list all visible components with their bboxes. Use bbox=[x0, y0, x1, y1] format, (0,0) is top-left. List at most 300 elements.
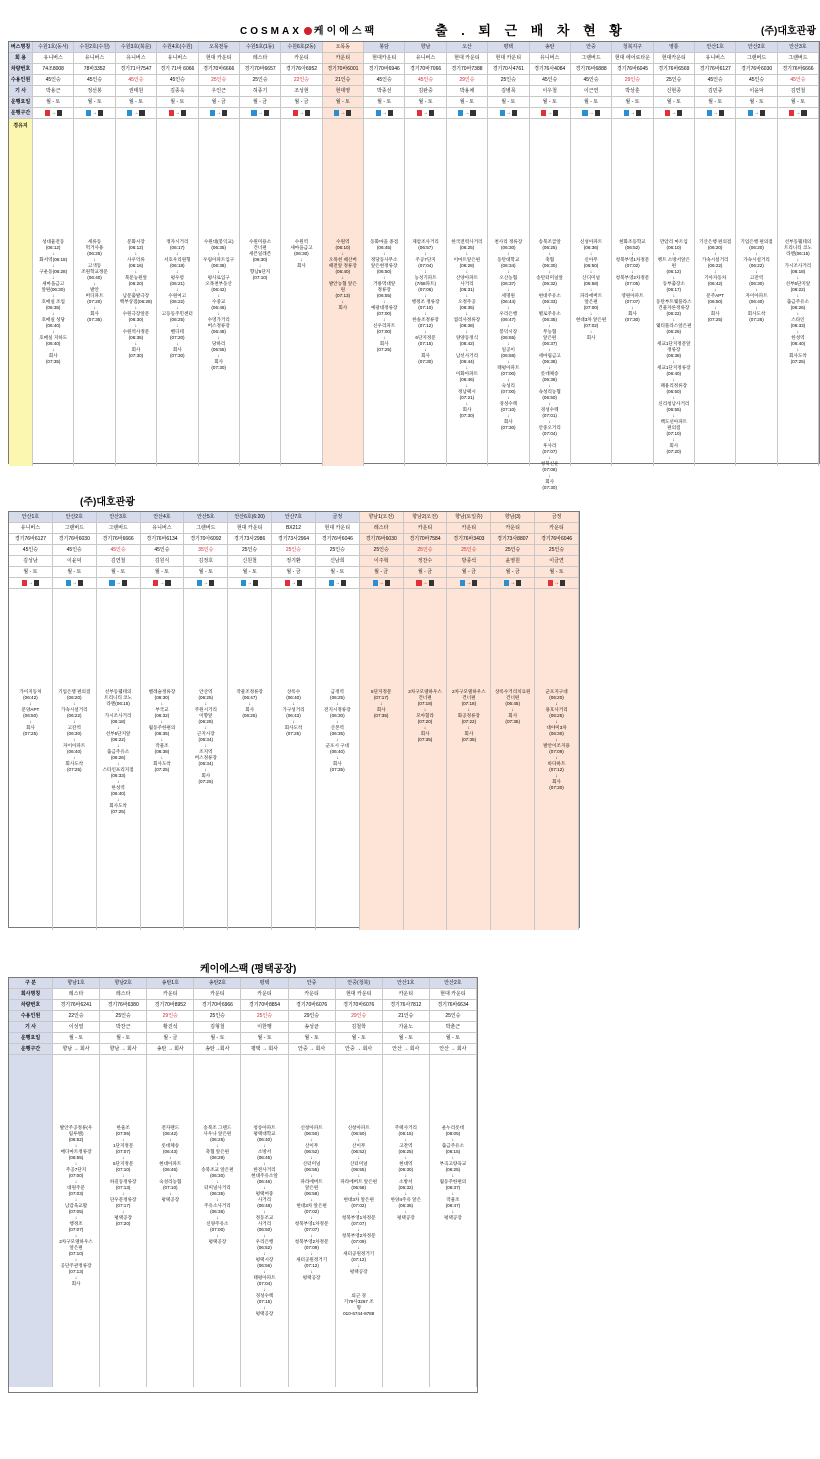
company-badge bbox=[429, 580, 434, 586]
route-cap-cell: 45인승 bbox=[405, 75, 446, 85]
route-cap-cell: 25인승 bbox=[316, 545, 360, 555]
route-car-cell: 경기70바6076 bbox=[289, 1000, 336, 1010]
route-drv-cell: 이성열 bbox=[53, 1022, 100, 1032]
route-section-cell: → bbox=[9, 578, 53, 588]
company-badge bbox=[516, 580, 521, 586]
route-cap-cell: 29인승 bbox=[336, 1011, 383, 1021]
route-drv-cell: 이한행 bbox=[241, 1022, 288, 1032]
route-cap-cell: 25인승 bbox=[404, 545, 448, 555]
route-cap-cell: 45인승 bbox=[9, 545, 53, 555]
route-stops-cell bbox=[695, 119, 736, 466]
route-stops-list: 5단지정문 (07:17) ↓ 회사 (07:35) bbox=[371, 689, 392, 718]
route-section-cell: → bbox=[199, 108, 240, 118]
table-row bbox=[9, 534, 579, 545]
route-section-cell: → bbox=[488, 108, 529, 118]
direction-badge bbox=[241, 580, 246, 586]
route-car-cell: 경기70바6966 bbox=[194, 1000, 241, 1010]
route-car-cell: 경기71아7547 bbox=[116, 64, 157, 74]
route-stops-cell bbox=[447, 119, 488, 466]
direction-badge bbox=[624, 110, 629, 116]
route-day-cell: 월 - 토 bbox=[97, 567, 141, 577]
route-drv-cell: 박상훈 bbox=[612, 86, 653, 96]
company-badge bbox=[470, 110, 475, 116]
route-drv-cell: 박용근 bbox=[33, 86, 74, 96]
logo-dot-icon bbox=[304, 27, 312, 35]
company-badge bbox=[209, 580, 214, 586]
row-label: 차량번호 bbox=[9, 64, 33, 74]
route-name-cell: 안산5호 bbox=[184, 512, 228, 522]
route-co-cell: 유니버스 bbox=[405, 53, 446, 63]
route-co-cell: 현대 카운티 bbox=[316, 523, 360, 533]
route-car-cell: 경기76바6030 bbox=[53, 534, 97, 544]
route-day-cell: 월 - 금 bbox=[272, 567, 316, 577]
company-badge bbox=[595, 110, 600, 116]
route-day-cell: 월 - 토 bbox=[100, 1033, 147, 1043]
route-stops-list: 수원대(봉익교) (06:35) ↓ 우림아파트입구 (06:38) ↓ 평사로입구 오목천부동산 (06:42) ↓ 수중교 (06:46) ↓ 수영가거리 버스정류장 (06:48) ↓ 당하리 (06:55) ↓ 회사 (07:30) bbox=[203, 239, 235, 370]
stops-row bbox=[9, 1055, 477, 1387]
route-car-cell: 경기73사8807 bbox=[491, 534, 535, 544]
route-car-cell: 경기70바7584 bbox=[404, 534, 448, 544]
route-day-cell: 월 - 토 bbox=[33, 97, 74, 107]
company-badge bbox=[165, 580, 170, 586]
table-row bbox=[9, 545, 579, 556]
route-stops-list: 운누리롯데 (06:05) ↓ 출금주유소 (06:15) ↓ 부곡고량육교 (06:25) ↓ 월동주한편의 (06:37) ↓ 작물조 (06:47) ↓ 평택공장 bbox=[439, 1125, 467, 1220]
direction-badge bbox=[22, 580, 27, 586]
route-co-cell: 그랜버드 bbox=[571, 53, 612, 63]
route-sect-cell: 안중 → 회사 bbox=[336, 1044, 383, 1054]
route-co-cell: 현대 카운티 bbox=[447, 53, 488, 63]
route-section-cell: → bbox=[323, 108, 364, 118]
route-name-cell: 향남(토일휴) bbox=[447, 512, 491, 522]
route-cap-cell: 21인승 bbox=[323, 75, 364, 85]
route-name-cell: 안산1호 bbox=[695, 42, 736, 52]
route-day-cell: 월 - 토 bbox=[736, 97, 777, 107]
route-drv-cell: 우인근 bbox=[199, 86, 240, 96]
route-co-cell: 그랜버드 bbox=[53, 523, 97, 533]
route-stops-list: 상록수 (06:40) ↓ 가구성거리 (06:43) ↓ 회사도착 (07:25) bbox=[282, 689, 305, 736]
route-cap-cell: 45인승 bbox=[695, 75, 736, 85]
route-co-cell: 그랜버드 bbox=[736, 53, 777, 63]
company-badge bbox=[181, 110, 186, 116]
route-co-cell: 유니버스 bbox=[157, 53, 198, 63]
table-row bbox=[9, 978, 477, 989]
route-day-cell: 월 - 토 bbox=[654, 97, 695, 107]
route-cap-cell: 25인승 bbox=[360, 545, 404, 555]
route-co-cell: 카운티 bbox=[491, 523, 535, 533]
route-co-cell: 현대 카운티 bbox=[488, 53, 529, 63]
route-day-cell: 월 - 토 bbox=[53, 567, 97, 577]
route-cap-cell: 25인승 bbox=[100, 1011, 147, 1021]
company-badge bbox=[57, 110, 62, 116]
route-section-cell: → bbox=[736, 108, 777, 118]
route-stops-cell bbox=[97, 589, 141, 930]
route-co-cell: 레스타 bbox=[360, 523, 404, 533]
company-badge bbox=[553, 110, 558, 116]
route-name-cell: 안중(청북) bbox=[336, 978, 383, 988]
route-section-cell: → bbox=[141, 578, 185, 588]
route-co-cell: 레스타 bbox=[240, 53, 281, 63]
route-car-cell: 경기70바6657 bbox=[240, 64, 281, 74]
company-badge bbox=[222, 110, 227, 116]
route-name-cell: 송탄 bbox=[530, 42, 571, 52]
route-drv-cell: 정선봉 bbox=[74, 86, 115, 96]
route-drv-cell: 김형철 bbox=[194, 1022, 241, 1032]
route-drv-cell: 방종석 bbox=[447, 556, 491, 566]
route-stops-list: 동화마을 종점 (06:45) ↓ 정당동사무소 앞은현정류장 (06:50) ↓ 거룡먹대앞 정류장 (06:55) ↓ 예광대정류장 (07:00) ↓ 신우리파트 (07:00) ↓ 회사 (07:25) bbox=[370, 239, 399, 352]
route-section-cell: → bbox=[447, 108, 488, 118]
direction-badge bbox=[127, 110, 132, 116]
route-car-cell: 경기76바6127 bbox=[9, 534, 53, 544]
route-car-cell: 경기70바6946 bbox=[364, 64, 405, 74]
route-name-cell: 수원5호(1동) bbox=[240, 42, 281, 52]
route-stops-cell bbox=[240, 119, 281, 466]
route-day-cell: 월 - 토 bbox=[530, 97, 571, 107]
company-badge bbox=[253, 580, 258, 586]
company-badge bbox=[801, 110, 806, 116]
route-co-cell: 카운티 bbox=[404, 523, 448, 533]
row-label: 회사명칭 bbox=[9, 989, 53, 999]
direction-badge bbox=[665, 110, 670, 116]
route-co-cell: 현대 카운티 bbox=[430, 989, 477, 999]
route-section-cell: → bbox=[530, 108, 571, 118]
route-name-cell: 안산3호 bbox=[97, 512, 141, 522]
row-label: 수용인원 bbox=[9, 1011, 53, 1021]
route-cap-cell: 25인승 bbox=[194, 1011, 241, 1021]
route-stops-list: 신창아파트 (06:50) ↓ 산이무 (06:52) ↓ 산터미널 (06:55) ↓ 파라에버트 앞은편 (06:58) ↓ 현대3차 앞은편 (07:02) ↓ 청북부영1차정문 (07:07) ↓ 청북부영2차정문 (07:09) ↓ 새터공원정거기 (07:12) ↓ 평택공장 bbox=[294, 1125, 329, 1280]
route-car-cell: 경기76바3403 bbox=[447, 534, 491, 544]
route-co-cell: 카운티 bbox=[447, 523, 491, 533]
route-drv-cell: 이우철 bbox=[530, 86, 571, 96]
route-co-cell: 현대 에어로타운 bbox=[612, 53, 653, 63]
route-drv-cell: 김완중 bbox=[405, 86, 446, 96]
route-day-cell: 월 - 금 bbox=[199, 97, 240, 107]
route-car-cell: 경기70바8854 bbox=[241, 1000, 288, 1010]
route-drv-cell: 박종선 bbox=[364, 86, 405, 96]
route-stops-list: 군포지구대 (06:20) ↓ 용호사거리 (06:25) ↓ 대야미3차 (06:30) ↓ 발안이조지용 (07:09) ↓ 바다하트 (07:12) ↓ 회사 (07:30) bbox=[543, 689, 570, 790]
route-name-cell: 향남1호 bbox=[53, 978, 100, 988]
route-cap-cell: 25인승 bbox=[535, 545, 579, 555]
route-section-cell: → bbox=[491, 578, 535, 588]
route-cap-cell: 45인승 bbox=[141, 545, 185, 555]
route-stops-cell bbox=[281, 119, 322, 466]
route-co-cell: 유니버스 bbox=[74, 53, 115, 63]
company-badge bbox=[385, 580, 390, 586]
route-name-cell: 안산4호 bbox=[141, 512, 185, 522]
direction-badge bbox=[376, 110, 381, 116]
company-badge bbox=[78, 580, 83, 586]
route-day-cell: 월 - 금 bbox=[360, 567, 404, 577]
route-car-cell: 경기76바6569 bbox=[654, 64, 695, 74]
route-drv-cell: 김병목 bbox=[488, 86, 529, 96]
route-day-cell: 월 - 토 bbox=[184, 567, 228, 577]
page-header bbox=[0, 18, 820, 40]
route-name-cell: 수원3호(북문) bbox=[116, 42, 157, 52]
route-section-cell: → bbox=[228, 578, 272, 588]
route-name-cell: 송탄1호 bbox=[147, 978, 194, 988]
section2-title: (주)대호관광 bbox=[80, 497, 135, 508]
route-stops-cell bbox=[74, 119, 115, 466]
route-day-cell: 월 - 토 bbox=[612, 97, 653, 107]
route-cap-cell: 29인승 bbox=[447, 75, 488, 85]
route-drv-cell: 김연철 bbox=[778, 86, 819, 96]
route-section-cell: → bbox=[74, 108, 115, 118]
route-co-cell: 유니버스 bbox=[695, 53, 736, 63]
route-cap-cell: 22인승 bbox=[53, 1011, 100, 1021]
route-stops-list: 한국전력사거리 (06:25) ↓ 이마트앞은편 (06:28) ↓ 산양아파트 사거리 (06:31) ↓ 오정주공 (06:35) ↓ 궐리사정류장 (06:38) ↓ 양양동정식 (06:42) ↓ 남선사거리 (06:44) ↓ 이화아파트 (06:46) ↓ 정남팩시 (07:21) ↓ 회사 (07:30) bbox=[451, 239, 483, 418]
route-cap-cell: 45인승 bbox=[74, 75, 115, 85]
route-section-cell: → bbox=[404, 578, 448, 588]
route-day-cell: 월 - 토 bbox=[74, 97, 115, 107]
route-cap-cell: 25인승 bbox=[430, 1011, 477, 1021]
route-car-cell: 경기70아6092 bbox=[184, 534, 228, 544]
route-name-cell: 향남 bbox=[405, 42, 446, 52]
route-co-cell: 그랜버드 bbox=[97, 523, 141, 533]
route-car-cell: 경기76바6634 bbox=[430, 1000, 477, 1010]
route-day-cell: 월 - 토 bbox=[116, 97, 157, 107]
route-sect-cell: 송탄→회사 bbox=[194, 1044, 241, 1054]
route-section-cell: → bbox=[571, 108, 612, 118]
route-car-cell: 경기70바6076 bbox=[336, 1000, 383, 1010]
route-co-cell: 카운티 bbox=[147, 989, 194, 999]
route-drv-cell: 박용채 bbox=[447, 86, 488, 96]
route-stops-list: 금정역 (06:25) ↓ 전지시정류장 (06:30) ↓ 산본역 (06:35) ↓ 군포시 구대 (06:40) ↓ 회사 (07:35) bbox=[324, 689, 351, 772]
route-stops-list: 신성아파트 (06:36) ↓ 신아무 (06:50) ↓ 산디미널 (06:58) ↓ 파라에버트 앞은편 (07:00) ↓ 현대3차 앞은편 (07:02) ↓ 회사 bbox=[575, 239, 607, 340]
route-drv-cell: 정찬수 bbox=[404, 556, 448, 566]
route-sect-cell: 향남 → 회사 bbox=[100, 1044, 147, 1054]
route-sect-cell: 안산 → 회사 bbox=[430, 1044, 477, 1054]
route-drv-cell: 김성남 bbox=[9, 556, 53, 566]
table-row bbox=[9, 86, 819, 97]
route-day-cell: 월 - 토 bbox=[316, 567, 360, 577]
table-row bbox=[9, 1011, 477, 1022]
route-stops-list: 주택사거리 (06:15) ↓ 고잔역 (06:25) ↓ 현대역 (06:30) ↓ 소방서 (06:32) ↓ 한양4주유 앞은 (06:35) ↓ 평택공장 bbox=[390, 1125, 422, 1220]
route-cap-cell: 25인승 bbox=[447, 545, 491, 555]
route-co-cell: 카운티 bbox=[323, 53, 364, 63]
route-name-cell: 향남(3) bbox=[491, 512, 535, 522]
route-stops-list: 발안주공정류(우 림루웬) (06:52) ↓ 매디마트정류장 (06:55) ↓ 주공7단지 (07:00) ↓ 대원주문 (07:03) ↓ 남감육교활 (07:05) ↓ 행정조 (07:07) ↓ 2차구모델하우스 앞은편 (07:10) ↓ 공단주관정류장 (07:13) ↓ 회사 bbox=[59, 1125, 93, 1286]
route-stops-cell bbox=[430, 1055, 477, 1387]
route-car-cell: 경기70바8952 bbox=[147, 1000, 194, 1010]
route-day-cell: 월 - 토 bbox=[141, 567, 185, 577]
route-day-cell: 월 - 토 bbox=[430, 1033, 477, 1043]
section3-title: 케이에스팩 (평택공장) bbox=[200, 964, 297, 975]
route-section-cell: → bbox=[695, 108, 736, 118]
route-cap-cell: 45인승 bbox=[116, 75, 157, 85]
table-row bbox=[9, 1000, 477, 1011]
row-label: 차량번호 bbox=[9, 1000, 53, 1010]
route-sect-cell: 향남 → 회사 bbox=[53, 1044, 100, 1054]
route-cap-cell: 45인승 bbox=[364, 75, 405, 85]
direction-badge bbox=[541, 110, 546, 116]
direction-badge bbox=[417, 110, 422, 116]
route-day-cell: 월 - 금 bbox=[240, 97, 281, 107]
route-co-cell: 카운티 bbox=[281, 53, 322, 63]
route-sect-cell: 송탄 → 회사 bbox=[147, 1044, 194, 1054]
table-row bbox=[9, 1022, 477, 1033]
route-day-cell: 월 - 토 bbox=[535, 567, 579, 577]
page-title: 출 . 퇴 근 배 차 현 황 bbox=[435, 23, 627, 38]
table-row bbox=[9, 578, 579, 589]
route-name-cell: 봉담 bbox=[364, 42, 405, 52]
route-section-cell: → bbox=[364, 108, 405, 118]
stops-row bbox=[9, 119, 819, 490]
route-car-cell: 경기76바6046 bbox=[535, 534, 579, 544]
route-stops-list: 청송아파트 평택대학교 (06:40) ↓ 소방서 (06:45) ↓ 한전사거리 현대주유소앞 (06:46) ↓ 평택여중 사거리 (06:48) ↓ 정동조교 사거리 (06:50) ↓ 우리은행 (06:52) ↓ 평택시장 (06:56) ↓ 태평아파트 (07:04) ↓ 경성수렉 (07:15) ↓ 평택공장 bbox=[251, 1125, 278, 1316]
route-stops-cell bbox=[530, 119, 571, 490]
route-car-cell: 경기73사2964 bbox=[272, 534, 316, 544]
route-name-cell: 오목천동 bbox=[199, 42, 240, 52]
route-stops-cell bbox=[241, 1055, 288, 1387]
route-stops-cell bbox=[147, 1055, 194, 1387]
route-name-cell: 향남2호 bbox=[100, 978, 147, 988]
route-stops-list: 제암조사거리 (06:57) ↓ 주공7단지 (07:04) ↓ 농성기파트 (7/68파트) (07:06) ↓ 행정조 정류장 (07:10) ↓ 한솔조정류장 (07:12) ↓ 6단지정문 (07:15) ↓ 회사 (07:30) bbox=[411, 239, 440, 364]
company-badge bbox=[388, 110, 393, 116]
route-drv-cell: 박춘근 bbox=[430, 1022, 477, 1032]
route-day-cell: 월 - 토 bbox=[157, 97, 198, 107]
route-name-cell: 영통 bbox=[654, 42, 695, 52]
route-car-cell: 경기73사2986 bbox=[228, 534, 272, 544]
company-badge bbox=[346, 110, 351, 116]
route-car-cell: 경기76바6045 bbox=[612, 64, 653, 74]
route-day-cell: 월 - 금 bbox=[147, 1033, 194, 1043]
route-cap-cell: 22인승 bbox=[281, 75, 322, 85]
route-co-cell: 유니버스 bbox=[530, 53, 571, 63]
route-cap-cell: 45인승 bbox=[530, 75, 571, 85]
route-stops-list: 전자랜드 (06:42) ↓ 롯데체송 (06:43) ↓ 현대아파트 (06:45) ↓ 숙성리농협 (07:10) ↓ 평택공장 bbox=[159, 1125, 182, 1202]
route-name-cell: 송탄2호 bbox=[194, 978, 241, 988]
top-schedule-table bbox=[8, 41, 820, 490]
route-car-cell: 경기76바6380 bbox=[100, 1000, 147, 1010]
route-day-cell: 월 - 토 bbox=[405, 97, 446, 107]
route-stops-cell bbox=[9, 589, 53, 930]
table-row bbox=[9, 97, 819, 108]
route-co-cell: 유니버스 bbox=[33, 53, 74, 63]
row-label: 버스명칭 bbox=[9, 42, 33, 52]
route-drv-cell: 조성현 bbox=[281, 86, 322, 96]
route-car-cell: 경기76바6134 bbox=[141, 534, 185, 544]
route-section-cell: → bbox=[612, 108, 653, 118]
route-stops-list: 안산역 (06:25) ↓ 주원시거리 이향앞 (06:28) ↓ 근지시장 (06:34) ↓ 조지역 버스정류장 (06:34) ↓ 회사 (07:25) bbox=[194, 689, 217, 784]
route-stops-list: 상록수거리치료원 건너편 (06:45) ↓ 회사 (07:35) bbox=[494, 689, 531, 724]
route-co-cell: 레스타 bbox=[53, 989, 100, 999]
route-day-cell: 월 - 토 bbox=[289, 1033, 336, 1043]
route-stops-cell bbox=[364, 119, 405, 466]
company-badge bbox=[98, 110, 103, 116]
route-stops-cell bbox=[778, 119, 819, 466]
row-label: 기 사 bbox=[9, 1022, 53, 1032]
route-co-cell: 카운티 bbox=[535, 523, 579, 533]
route-car-cell: 경기70사4761 bbox=[488, 64, 529, 74]
direction-badge bbox=[86, 110, 91, 116]
route-section-cell: → bbox=[778, 108, 819, 118]
route-drv-cell: 송성균 bbox=[289, 1022, 336, 1032]
route-cap-cell: 45인승 bbox=[33, 75, 74, 85]
route-car-cell: 경기70바7388 bbox=[447, 64, 488, 74]
route-cap-cell: 29인승 bbox=[612, 75, 653, 85]
route-drv-cell: 박찬근 bbox=[100, 1022, 147, 1032]
route-co-cell: 카운티 bbox=[194, 989, 241, 999]
route-stops-cell bbox=[157, 119, 198, 466]
route-stops-cell bbox=[404, 589, 448, 930]
route-day-cell: 월 - 토 bbox=[9, 567, 53, 577]
route-car-cell: 경기76바6127 bbox=[695, 64, 736, 74]
company-badge bbox=[341, 580, 346, 586]
direction-badge bbox=[169, 110, 174, 116]
direction-badge bbox=[500, 110, 505, 116]
route-co-cell: 유니버스 bbox=[9, 523, 53, 533]
route-section-cell: → bbox=[116, 108, 157, 118]
direction-badge bbox=[334, 110, 339, 116]
route-co-cell: 현대카운티 bbox=[654, 53, 695, 63]
route-day-cell: 월 - 토 bbox=[695, 97, 736, 107]
route-section-cell: → bbox=[272, 578, 316, 588]
direction-badge bbox=[748, 110, 753, 116]
route-cap-cell: 25인승 bbox=[488, 75, 529, 85]
route-stops-list: 수원미용소 건너편 세븐일레븐 (06:30) ↓ 향남5단지 (07:10) bbox=[248, 239, 272, 280]
route-drv-cell: 신남희 bbox=[316, 556, 360, 566]
company-logo: COSMAX 케이에스팩 bbox=[240, 26, 378, 37]
route-name-cell: 향남1(오전) bbox=[360, 512, 404, 522]
route-day-cell: 월 - 금 bbox=[404, 567, 448, 577]
direction-badge bbox=[285, 580, 290, 586]
route-cap-cell: 35인승 bbox=[184, 545, 228, 555]
route-section-cell: → bbox=[97, 578, 141, 588]
route-cap-cell: 45인승 bbox=[97, 545, 141, 555]
route-day-cell: 월 - 토 bbox=[228, 567, 272, 577]
route-day-cell: 월 - 토 bbox=[383, 1033, 430, 1043]
table-row bbox=[9, 1044, 477, 1055]
table-row bbox=[9, 42, 819, 53]
route-co-cell: 카운티 bbox=[241, 989, 288, 999]
direction-badge bbox=[789, 110, 794, 116]
route-name-cell: 안산2호 bbox=[736, 42, 777, 52]
route-car-cell: 경기76바6888 bbox=[571, 64, 612, 74]
route-section-cell: → bbox=[33, 108, 74, 118]
route-section-cell: → bbox=[405, 108, 446, 118]
table-row bbox=[9, 989, 477, 1000]
route-cap-cell: 21인승 bbox=[383, 1011, 430, 1021]
route-cap-cell: 45인승 bbox=[736, 75, 777, 85]
direction-badge bbox=[416, 580, 421, 586]
route-drv-cell: 김연철 bbox=[97, 556, 141, 566]
route-name-cell: 평택 bbox=[241, 978, 288, 988]
table-row bbox=[9, 108, 819, 119]
route-stops-cell bbox=[383, 1055, 430, 1387]
direction-badge bbox=[66, 580, 71, 586]
route-name-cell: 금정 bbox=[535, 512, 579, 522]
route-name-cell: 안산1호 bbox=[9, 512, 53, 522]
route-day-cell: 월 - 토 bbox=[194, 1033, 241, 1043]
route-day-cell: 월 - 토 bbox=[447, 97, 488, 107]
route-name-cell: 안산7호 bbox=[272, 512, 316, 522]
route-drv-cell: 김철학 bbox=[336, 1022, 383, 1032]
route-stops-list: 수원역 새마을금고 (06:30) ↓ 회사 bbox=[290, 239, 313, 268]
route-section-cell: → bbox=[53, 578, 97, 588]
route-day-cell: 월 - 토 bbox=[571, 97, 612, 107]
route-drv-cell: 김종욱 bbox=[157, 86, 198, 96]
route-stops-cell bbox=[272, 589, 316, 930]
corp-name: (주)대호관광 bbox=[761, 26, 816, 37]
route-stops-list: 천사리 정류장 (06:30) ↓ 동탄대학교 (06:34) ↓ 오산농협 (06:37) ↓ 세명원 (06:44) ↓ 우리은행 (06:47) ↓ 봉덕시장 (06:55) ↓ 일공이 (06:58) ↓ 태평아파트 (07:00) ↓ 숙성리 (07:00) ↓ 경성수렉 (07:10) ↓ 회사 (07:30) bbox=[494, 239, 523, 430]
route-stops-list: 신창아파트 (06:50) ↓ 산이무 (06:52) ↓ 산터미널 (06:55) ↓ 파라에버트 앞은편 (06:58) ↓ 현대3차 앞은편 (07:02) ↓ 청북부영1차정문 (07:07) ↓ 청북부영2차정문 (07:09) ↓ 새터공원정거기 (07:12) ↓ 평택공장 퇴근 경 기79사3267 조 형 010-6744-8788 bbox=[340, 1125, 378, 1316]
table-row bbox=[9, 64, 819, 75]
route-stops-list: 송북조 그랜드 사우나 앞은편 (06:25) ↓ 축협 앞은편 (06:29) ↓ 송북조교 앞은편 (06:30) ↓ 터미널사거리 (06:35) ↓ 주유소사거리 (06:36) ↓ 신양주유소 (07:00) ↓ 평택공장 bbox=[201, 1125, 234, 1244]
table-row bbox=[9, 512, 579, 523]
route-stops-list: 정자시거리 (06:17) ↓ 서호우리원형 (06:18) ↓ 평우령 (06:21) ↓ 수원여고 (06:22) ↓ 고등동주민센터 (06:25) ↓ 벤디테 (07:20) ↓ 회사 (07:30) bbox=[161, 239, 193, 358]
route-co-cell: 유니버스 bbox=[141, 523, 185, 533]
route-stops-cell bbox=[199, 119, 240, 466]
route-section-cell: → bbox=[281, 108, 322, 118]
